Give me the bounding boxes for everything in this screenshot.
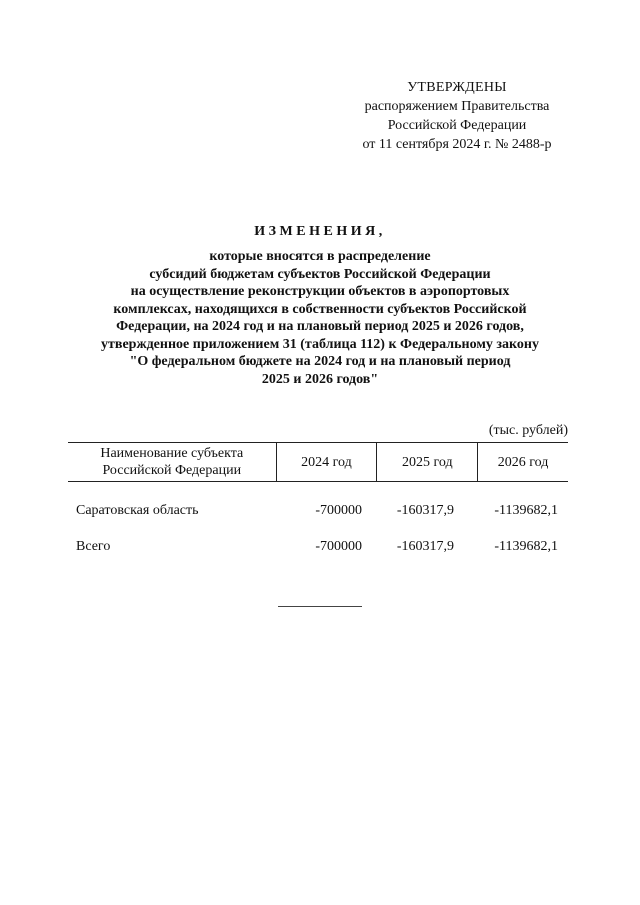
header-2026: 2026 год	[497, 454, 549, 470]
heading-line: 2025 и 2026 годов"	[261, 371, 379, 387]
table-row	[68, 501, 568, 521]
heading-line: на осуществление реконструкции объектов в аэропортовых	[130, 284, 510, 299]
subsidy-table	[68, 442, 568, 557]
units-label: (тыс. рублей)	[488, 423, 568, 438]
cell-2026: -1139682,1	[494, 503, 558, 518]
heading-line: комплексах, находящихся в собственности субъектов Российской	[113, 301, 527, 317]
cell-subject: Саратовская область	[76, 503, 199, 518]
cell-2025: -160317,9	[396, 503, 454, 518]
header-subject-line: Наименование субъекта	[100, 446, 244, 461]
table-row-total	[68, 537, 568, 557]
heading-line: утвержденное приложением 31 (таблица 112) к Федеральному закону	[101, 336, 539, 352]
header-2025: 2025 год	[377, 443, 478, 481]
cell-2025: -160317,9	[396, 539, 454, 554]
document-title: ИЗМЕНЕНИЯ,	[254, 224, 386, 239]
cell-subject: Всего	[76, 539, 111, 554]
approval-line: распоряжением Правительства	[364, 99, 550, 114]
heading-line: субсидий бюджетам субъектов Российской Федерации	[149, 266, 491, 282]
cell-2024: -700000	[315, 503, 362, 518]
approval-title: УТВЕРЖДЕНЫ	[407, 80, 507, 95]
header-subject	[68, 443, 277, 481]
header-2024: 2024 год	[277, 443, 378, 481]
closing-divider	[278, 606, 362, 607]
approval-line: Российской Федерации	[387, 118, 527, 133]
cell-2026: -1139682,1	[494, 539, 558, 554]
document-heading	[60, 222, 580, 388]
heading-line: которые вносятся в распределение	[209, 249, 431, 264]
header-subject-line: Российской Федерации	[102, 463, 242, 478]
table-header	[68, 442, 568, 482]
approval-block	[340, 78, 574, 154]
heading-line: "О федеральном бюджете на 2024 год и на плановый период	[129, 354, 511, 369]
approval-date: от 11 сентября 2024 г. № 2488-р	[362, 137, 552, 152]
cell-2024: -700000	[315, 539, 362, 554]
heading-line: Федерации, на 2024 год и на плановый период 2025 и 2026 годов,	[116, 319, 524, 334]
